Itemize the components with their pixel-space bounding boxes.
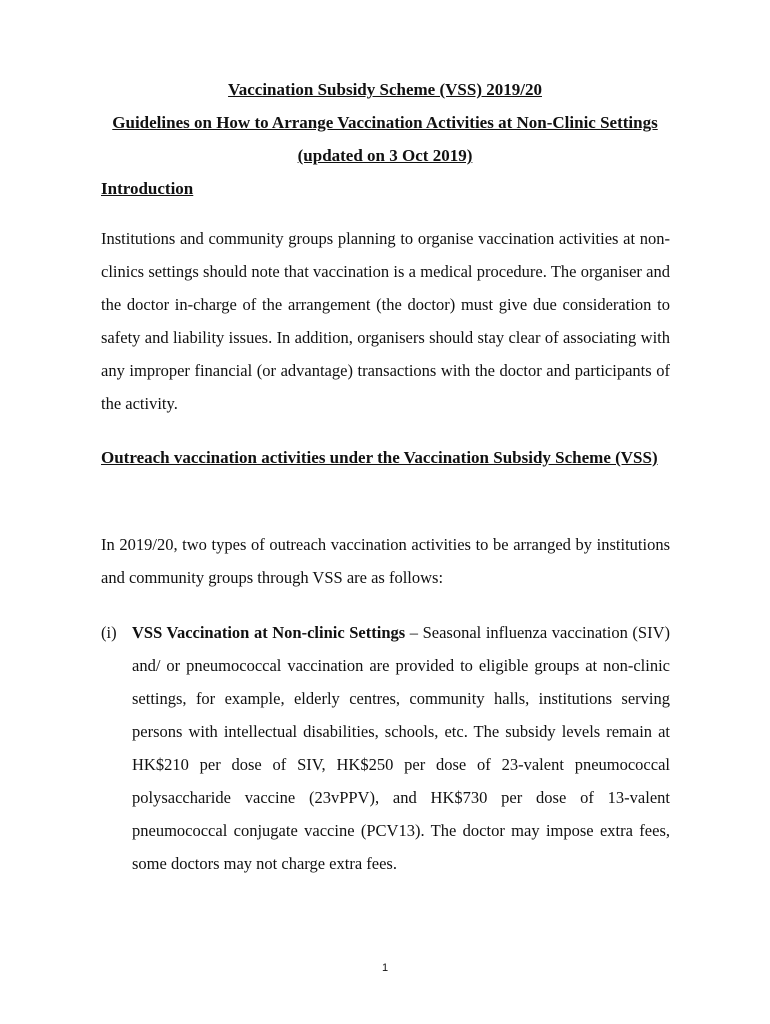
page-number: 1 [381,962,389,974]
introduction-heading: Introduction [101,179,194,198]
document-subtitle: Guidelines on How to Arrange Vaccination Activities at Non-Clinic Settings [112,113,658,132]
list-item-marker: (i) [101,623,117,642]
document-title: Vaccination Subsidy Scheme (VSS) 2019/20 [228,80,542,99]
outreach-paragraph: In 2019/20, two types of outreach vaccination activities to be arranged by institutions and community groups through VSS are as follows: [101,535,670,587]
update-date: (updated on 3 Oct 2019) [297,146,473,165]
list-item-text: – Seasonal influenza vaccination (SIV) and/ or pneumococcal vaccination are provided to eligible groups at non-clinic settings, for example, elderly centres, community halls, institutions serving persons with intellectual disabilities, schools, etc. The subsidy levels remain at HK$210 per dose of SIV, HK$250 per dose of 23-valent pneumococcal polysaccharide vaccine (23vPPV), and HK$730 per dose of 13-valent pneumococcal conjugate vaccine (PCV13). The doctor may impose extra fees, some doctors may not charge extra fees. [132,623,670,873]
introduction-paragraph: Institutions and community groups planning to organise vaccination activities at non-clinics settings should note that vaccination is a medical procedure. The organiser and the doctor in-charge of the arrangement (the doctor) must give due consideration to safety and liability issues. In addition, organisers should stay clear of associating with any improper financial (or advantage) transactions with the doctor and participants of the activity. [101,229,670,413]
list-item [101,616,670,880]
outreach-heading: Outreach vaccination activities under the Vaccination Subsidy Scheme (VSS) [101,448,658,467]
list-item-term: VSS Vaccination at Non-clinic Settings [132,623,406,642]
list-item-body [132,616,670,880]
